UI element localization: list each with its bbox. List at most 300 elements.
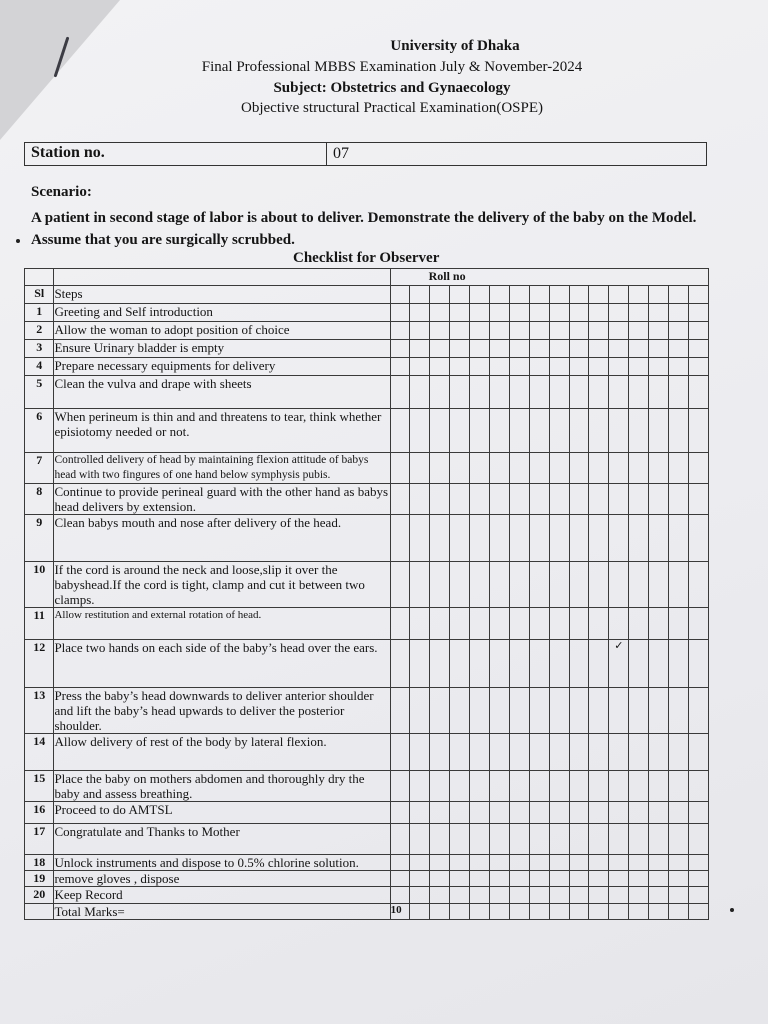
roll-cell <box>490 304 510 322</box>
roll-cell <box>490 515 510 562</box>
roll-cell <box>569 340 589 358</box>
roll-cell <box>529 409 549 453</box>
total-marks-value: 10 <box>390 904 410 920</box>
roll-cell <box>549 304 569 322</box>
roll-cell <box>410 286 430 304</box>
steps-header: Steps <box>54 286 390 304</box>
roll-cell <box>390 688 410 734</box>
step-text: Allow delivery of rest of the body by lateral flexion. <box>54 734 390 771</box>
roll-cell <box>430 453 450 484</box>
roll-cell <box>629 688 649 734</box>
roll-cell <box>470 640 490 688</box>
roll-cell <box>609 453 629 484</box>
roll-cell <box>688 304 708 322</box>
step-number: 3 <box>25 340 54 358</box>
roll-cell <box>509 871 529 887</box>
roll-cell <box>490 640 510 688</box>
roll-cell <box>629 304 649 322</box>
step-number: 18 <box>25 855 54 871</box>
roll-cell <box>430 376 450 409</box>
roll-cell <box>688 608 708 640</box>
roll-cell <box>410 640 430 688</box>
roll-cell <box>450 824 470 855</box>
step-number: 16 <box>25 802 54 824</box>
roll-cell <box>430 484 450 515</box>
roll-cell <box>450 376 470 409</box>
roll-cell <box>688 802 708 824</box>
roll-cell <box>529 286 549 304</box>
roll-cell <box>629 562 649 608</box>
roll-cell <box>649 340 669 358</box>
roll-cell <box>410 376 430 409</box>
step-text: If the cord is around the neck and loose,slip it over the babyshead.If the cord is tight, clamp and cut it between two clamps. <box>54 562 390 608</box>
roll-cell <box>549 640 569 688</box>
roll-cell <box>490 376 510 409</box>
roll-cell <box>649 358 669 376</box>
exam-type-title: Objective structural Practical Examination(OSPE) <box>241 100 543 116</box>
roll-cell <box>450 855 470 871</box>
roll-cell <box>450 802 470 824</box>
roll-cell <box>470 358 490 376</box>
roll-cell <box>649 409 669 453</box>
step-number: 11 <box>25 608 54 640</box>
roll-cell <box>390 358 410 376</box>
roll-no-label: Roll no <box>390 269 708 286</box>
roll-cell <box>609 855 629 871</box>
roll-cell <box>490 887 510 904</box>
table-row <box>25 515 709 562</box>
roll-cell <box>470 304 490 322</box>
roll-cell <box>509 640 529 688</box>
roll-cell <box>589 304 609 322</box>
roll-cell <box>669 515 689 562</box>
roll-cell <box>410 484 430 515</box>
roll-cell <box>609 562 629 608</box>
roll-cell <box>430 322 450 340</box>
step-number: 8 <box>25 484 54 515</box>
roll-cell <box>629 608 649 640</box>
roll-cell <box>669 640 689 688</box>
pencil-mark: ✓ <box>614 640 624 652</box>
roll-cell <box>649 322 669 340</box>
roll-cell <box>529 771 549 802</box>
roll-cell <box>490 904 510 920</box>
roll-cell <box>410 734 430 771</box>
roll-cell <box>589 608 609 640</box>
step-number: 19 <box>25 871 54 887</box>
roll-cell <box>609 802 629 824</box>
roll-cell <box>549 771 569 802</box>
station-box <box>24 142 707 166</box>
step-number: 15 <box>25 771 54 802</box>
roll-cell <box>669 855 689 871</box>
table-row <box>25 562 709 608</box>
table-row <box>25 824 709 855</box>
roll-cell <box>470 855 490 871</box>
step-text: Allow restitution and external rotation of head. <box>54 608 390 640</box>
roll-cell <box>569 358 589 376</box>
column-header-row <box>25 286 709 304</box>
roll-cell <box>549 871 569 887</box>
step-number: 12 <box>25 640 54 688</box>
roll-cell <box>569 515 589 562</box>
ink-dot <box>16 239 20 243</box>
roll-cell <box>410 322 430 340</box>
roll-cell <box>470 871 490 887</box>
roll-cell <box>529 608 549 640</box>
roll-cell <box>569 608 589 640</box>
roll-cell <box>450 322 470 340</box>
roll-cell <box>410 855 430 871</box>
roll-cell <box>569 771 589 802</box>
roll-cell <box>629 409 649 453</box>
roll-cell <box>450 734 470 771</box>
table-row <box>25 855 709 871</box>
roll-cell <box>649 286 669 304</box>
roll-cell <box>549 802 569 824</box>
roll-cell <box>549 515 569 562</box>
roll-cell <box>490 562 510 608</box>
roll-cell <box>529 484 549 515</box>
roll-cell <box>549 887 569 904</box>
step-text: When perineum is thin and and threatens to tear, think whether episiotomy needed or not. <box>54 409 390 453</box>
roll-cell <box>490 802 510 824</box>
roll-cell <box>589 688 609 734</box>
roll-cell <box>609 358 629 376</box>
roll-cell <box>609 904 629 920</box>
roll-cell <box>609 409 629 453</box>
roll-cell <box>589 904 609 920</box>
roll-cell <box>649 824 669 855</box>
roll-cell <box>390 286 410 304</box>
table-row <box>25 484 709 515</box>
roll-cell <box>410 887 430 904</box>
roll-cell <box>688 484 708 515</box>
subject-title: Subject: Obstetrics and Gynaecology <box>273 80 511 96</box>
roll-cell <box>390 453 410 484</box>
roll-cell <box>669 771 689 802</box>
roll-cell <box>629 640 649 688</box>
roll-cell <box>569 376 589 409</box>
roll-cell <box>549 904 569 920</box>
roll-cell <box>649 453 669 484</box>
roll-cell <box>649 871 669 887</box>
roll-cell <box>529 824 549 855</box>
roll-cell <box>649 802 669 824</box>
step-number: 13 <box>25 688 54 734</box>
roll-cell <box>649 904 669 920</box>
roll-cell <box>490 824 510 855</box>
roll-cell <box>629 824 649 855</box>
roll-cell <box>669 409 689 453</box>
roll-cell <box>470 409 490 453</box>
roll-cell <box>529 340 549 358</box>
roll-cell <box>509 484 529 515</box>
step-text: Congratulate and Thanks to Mother <box>54 824 390 855</box>
university-title: University of Dhaka <box>390 38 520 54</box>
roll-cell <box>430 771 450 802</box>
roll-cell <box>490 358 510 376</box>
step-text: Place the baby on mothers abdomen and thoroughly dry the baby and assess breathing. <box>54 771 390 802</box>
roll-cell <box>410 358 430 376</box>
roll-cell <box>629 871 649 887</box>
roll-cell <box>569 453 589 484</box>
roll-cell <box>629 484 649 515</box>
roll-cell <box>470 608 490 640</box>
roll-cell <box>669 887 689 904</box>
roll-cell <box>450 409 470 453</box>
station-label: Station no. <box>25 143 327 165</box>
roll-cell <box>470 734 490 771</box>
roll-cell <box>509 887 529 904</box>
roll-cell <box>509 409 529 453</box>
roll-cell <box>490 855 510 871</box>
roll-cell <box>569 304 589 322</box>
roll-cell <box>529 453 549 484</box>
step-number: 7 <box>25 453 54 484</box>
roll-cell <box>509 802 529 824</box>
roll-cell <box>470 802 490 824</box>
roll-cell <box>569 286 589 304</box>
roll-cell <box>609 887 629 904</box>
roll-cell <box>490 734 510 771</box>
total-row <box>25 904 709 920</box>
roll-cell <box>430 304 450 322</box>
roll-cell <box>430 562 450 608</box>
roll-cell <box>669 802 689 824</box>
roll-cell <box>410 515 430 562</box>
roll-cell <box>410 608 430 640</box>
roll-cell <box>549 688 569 734</box>
table-row <box>25 453 709 484</box>
roll-cell <box>410 904 430 920</box>
roll-cell <box>629 515 649 562</box>
roll-cell <box>410 871 430 887</box>
roll-cell <box>390 484 410 515</box>
roll-cell <box>669 688 689 734</box>
roll-cell <box>669 904 689 920</box>
station-value: 07 <box>333 145 349 162</box>
step-text: Ensure Urinary bladder is empty <box>54 340 390 358</box>
step-number: 10 <box>25 562 54 608</box>
roll-cell <box>430 409 450 453</box>
roll-cell <box>529 304 549 322</box>
roll-cell <box>649 734 669 771</box>
step-number: 2 <box>25 322 54 340</box>
table-row <box>25 688 709 734</box>
roll-cell <box>470 688 490 734</box>
roll-cell <box>669 608 689 640</box>
roll-cell <box>688 855 708 871</box>
roll-cell <box>390 562 410 608</box>
roll-cell <box>589 453 609 484</box>
roll-cell <box>629 376 649 409</box>
roll-cell <box>629 802 649 824</box>
roll-cell <box>529 904 549 920</box>
roll-cell <box>629 904 649 920</box>
roll-cell <box>390 340 410 358</box>
roll-cell <box>529 322 549 340</box>
roll-cell <box>390 871 410 887</box>
step-text: Greeting and Self introduction <box>54 304 390 322</box>
roll-cell <box>609 871 629 887</box>
roll-cell <box>549 322 569 340</box>
table-row <box>25 322 709 340</box>
roll-cell <box>490 871 510 887</box>
roll-cell <box>430 688 450 734</box>
exam-title: Final Professional MBBS Examination July & November-2024 <box>201 59 583 75</box>
roll-cell <box>450 453 470 484</box>
roll-cell <box>390 304 410 322</box>
roll-cell <box>609 340 629 358</box>
roll-cell <box>688 871 708 887</box>
table-row <box>25 887 709 904</box>
scenario-label: Scenario: <box>31 184 92 200</box>
table-row <box>25 640 709 688</box>
roll-cell <box>549 453 569 484</box>
roll-cell <box>470 771 490 802</box>
roll-cell <box>430 608 450 640</box>
roll-cell <box>509 358 529 376</box>
roll-cell <box>390 771 410 802</box>
roll-cell <box>529 802 549 824</box>
roll-cell <box>430 340 450 358</box>
roll-cell <box>589 771 609 802</box>
step-number: 4 <box>25 358 54 376</box>
roll-cell <box>470 453 490 484</box>
roll-cell <box>589 855 609 871</box>
roll-cell <box>390 734 410 771</box>
roll-cell <box>490 688 510 734</box>
roll-cell <box>688 376 708 409</box>
roll-cell <box>509 608 529 640</box>
roll-cell <box>629 340 649 358</box>
roll-cell <box>529 887 549 904</box>
table-row <box>25 340 709 358</box>
table-row <box>25 409 709 453</box>
roll-cell <box>410 409 430 453</box>
roll-cell <box>509 734 529 771</box>
roll-cell <box>529 562 549 608</box>
roll-cell <box>470 824 490 855</box>
roll-cell <box>669 562 689 608</box>
roll-cell <box>450 871 470 887</box>
step-number: 20 <box>25 887 54 904</box>
roll-cell <box>390 640 410 688</box>
roll-cell <box>450 484 470 515</box>
roll-cell <box>509 322 529 340</box>
roll-cell <box>688 640 708 688</box>
roll-cell <box>450 887 470 904</box>
roll-cell <box>569 322 589 340</box>
step-number: 5 <box>25 376 54 409</box>
roll-cell <box>569 640 589 688</box>
roll-cell <box>669 304 689 322</box>
table-row <box>25 734 709 771</box>
roll-cell <box>589 562 609 608</box>
roll-cell <box>669 376 689 409</box>
roll-cell <box>450 608 470 640</box>
roll-cell <box>509 453 529 484</box>
roll-cell <box>490 608 510 640</box>
roll-cell <box>470 484 490 515</box>
roll-cell <box>410 340 430 358</box>
table-row <box>25 608 709 640</box>
roll-cell <box>410 453 430 484</box>
roll-cell <box>589 734 609 771</box>
roll-cell <box>549 824 569 855</box>
roll-cell <box>450 771 470 802</box>
sl-header: Sl <box>25 286 54 304</box>
roll-cell <box>549 734 569 771</box>
roll-cell <box>430 904 450 920</box>
roll-cell <box>589 340 609 358</box>
roll-cell <box>470 562 490 608</box>
ink-dot <box>730 908 734 912</box>
scenario-text: A patient in second stage of labor is about to deliver. Demonstrate the delivery of the baby on the Model. Assume that you are surgically scrubbed. <box>31 210 697 248</box>
table-row <box>25 771 709 802</box>
roll-cell <box>450 904 470 920</box>
blank-cell <box>54 269 390 286</box>
step-number: 14 <box>25 734 54 771</box>
roll-header-row <box>25 269 709 286</box>
step-text: Place two hands on each side of the baby’s head over the ears. <box>54 640 390 688</box>
roll-cell <box>629 286 649 304</box>
roll-cell <box>430 640 450 688</box>
roll-cell <box>450 286 470 304</box>
roll-cell <box>688 562 708 608</box>
step-text: Allow the woman to adopt position of choice <box>54 322 390 340</box>
roll-cell <box>569 887 589 904</box>
roll-cell <box>430 871 450 887</box>
roll-cell <box>569 904 589 920</box>
roll-cell <box>529 734 549 771</box>
roll-cell <box>649 771 669 802</box>
roll-cell <box>569 688 589 734</box>
roll-cell <box>589 887 609 904</box>
roll-cell <box>609 734 629 771</box>
roll-cell <box>390 855 410 871</box>
roll-cell <box>490 409 510 453</box>
roll-cell <box>490 771 510 802</box>
roll-cell <box>589 484 609 515</box>
roll-cell <box>629 771 649 802</box>
roll-cell <box>609 640 629 688</box>
roll-cell <box>688 453 708 484</box>
roll-cell <box>569 409 589 453</box>
roll-cell <box>589 358 609 376</box>
roll-cell <box>509 304 529 322</box>
roll-cell <box>688 688 708 734</box>
roll-cell <box>390 802 410 824</box>
roll-cell <box>450 340 470 358</box>
roll-cell <box>549 608 569 640</box>
roll-cell <box>490 340 510 358</box>
roll-cell <box>609 608 629 640</box>
step-text: Continue to provide perineal guard with the other hand as babys head delivers by extension. <box>54 484 390 515</box>
roll-cell <box>609 286 629 304</box>
roll-cell <box>609 771 629 802</box>
roll-cell <box>649 887 669 904</box>
roll-cell <box>589 802 609 824</box>
roll-cell <box>649 688 669 734</box>
roll-cell <box>609 515 629 562</box>
roll-cell <box>649 304 669 322</box>
roll-cell <box>430 802 450 824</box>
step-text: Press the baby’s head downwards to deliver anterior shoulder and lift the baby’s head upwards to deliver the posterior shoulder. <box>54 688 390 734</box>
roll-cell <box>470 322 490 340</box>
step-text: Unlock instruments and dispose to 0.5% chlorine solution. <box>54 855 390 871</box>
